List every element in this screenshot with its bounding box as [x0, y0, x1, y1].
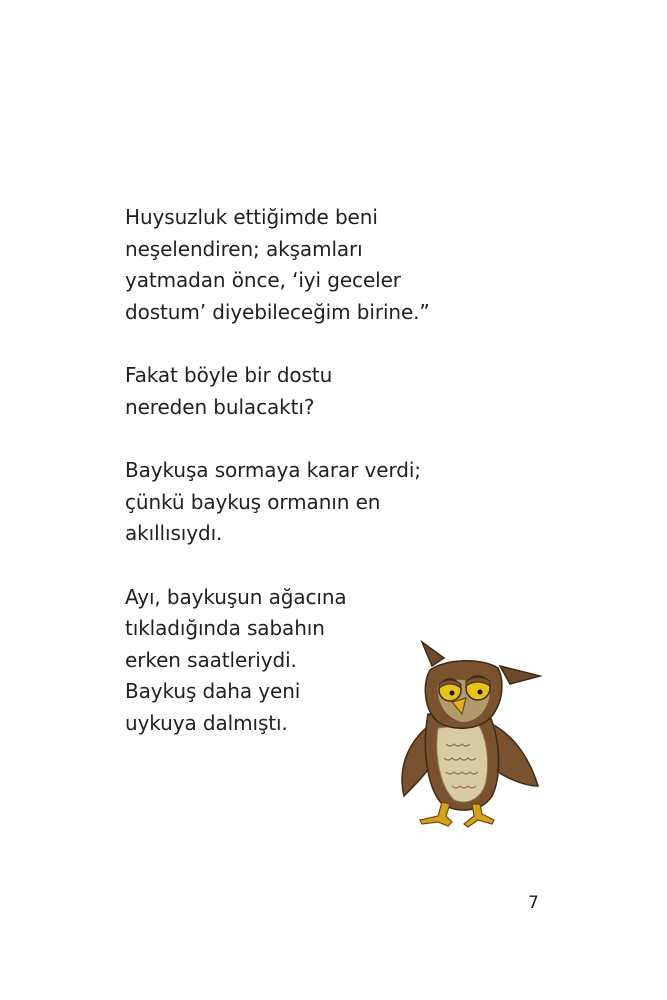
text-line: uykuya dalmıştı.: [125, 710, 288, 735]
owl-ear-right: [500, 666, 540, 684]
text-line: akıllısıydı.: [125, 521, 223, 545]
text-line: dostum’ diyebileceğim birine.”: [125, 299, 430, 324]
text-line: tıkladığında sabahın: [125, 616, 325, 640]
text-line: Baykuş daha yeni: [125, 679, 301, 703]
page-number: 7: [528, 893, 539, 913]
owl-pupil-left: [450, 691, 455, 696]
text-line: çünkü baykuş ormanın en: [125, 489, 381, 514]
paragraph-1: [125, 202, 465, 328]
paragraph-3: [125, 455, 465, 550]
owl-illustration: [392, 636, 552, 836]
text-line: erken saatleriydi.: [125, 647, 297, 672]
text-line: neşelendiren; akşamları: [125, 236, 363, 261]
text-line: Huysuzluk ettiğimde beni: [125, 205, 378, 229]
text-line: Fakat böyle bir dostu: [125, 363, 333, 387]
paragraph-2: [125, 360, 465, 423]
text-line: Ayı, baykuşun ağacına: [125, 584, 347, 609]
owl-ear-left: [422, 642, 444, 666]
text-line: yatmadan önce, ‘iyi geceler: [125, 268, 401, 292]
owl-pupil-right: [478, 690, 483, 695]
text-line: Baykuşa sormaya karar verdi;: [125, 458, 421, 482]
text-line: nereden bulacaktı?: [125, 394, 315, 419]
